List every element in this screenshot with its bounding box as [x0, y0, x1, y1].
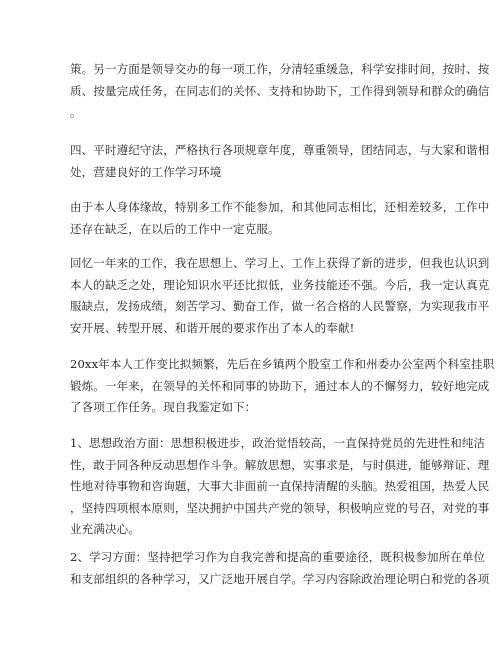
text-line: 2、学习方面：坚持把学习作为自我完善和提高的重要途径，既积极参加所在单位: [70, 550, 486, 564]
text-line: 了各项工作任务。现自我鉴定如下：: [70, 400, 257, 414]
paragraph-1: [70, 59, 490, 124]
text-line: 质、按量完成任务，在同志们的关怀、支持和协助下，工作得到领导和群众的确信: [70, 83, 490, 98]
text-line: 性，敢于同各种反动思想作斗争。解放思想，实事求是，与时俱进，能够辩证、理: [70, 457, 490, 472]
text-line: 和支部组织的各种学习，又广泛地开展自学。学习内容除政治理论明白和党的各项: [70, 571, 490, 586]
text-line: 性地对待事物和咨询题，大事大非面前一直保持清醒的头脑。热爱祖国，热爱人民: [70, 479, 490, 493]
text-line: 策。另一方面是领导交办的每一项工作，分清轻重缓急，科学安排时间，按时、按: [70, 62, 490, 76]
text-line: 。: [70, 105, 82, 119]
text-line: 四、平时遵纪守法，严格执行各项规章年度，尊重领导，团结同志，与大家和谐相: [70, 143, 490, 157]
text-line: 锻炼。一年来，在领导的关怀和同事的协助下，通过本人的不懈努力，较好地完成: [70, 378, 490, 393]
text-line: ，坚持四项根本原则，坚决拥护中国共产党的领导，积极响应党的号召，对党的事: [70, 500, 490, 515]
text-line: 还存在缺乏，在以后的工作中一定克服。: [70, 221, 280, 236]
text-line: 处，营建良好的工作学习环境: [70, 164, 222, 179]
text-line: 本人的缺乏之处，理论知识水平还比拟低，业务技能还不强。今后，我一定认真克: [70, 277, 490, 292]
text-line: 安开展、转型开展、和谐开展的要求作出了本人的奉献!: [70, 320, 355, 335]
paragraph-4: [70, 253, 490, 339]
text-line: 业充满决心。: [70, 522, 140, 536]
text-line: 由于本人身体缘故，特别多工作不能参加，和其他同志相比，还相差较多，工作中: [70, 200, 490, 214]
text-line: 服缺点，发扬成绩，刻苦学习、勤奋工作，做一名合格的人民警察，为实现我市平: [70, 299, 490, 313]
paragraph-2: [70, 140, 490, 183]
text-line: 回忆一年来的工作，我在思想上、学习上、工作上获得了新的进步，但我也认识到: [70, 256, 490, 270]
paragraph-3: [70, 197, 490, 240]
paragraph-7: [70, 547, 490, 590]
paragraph-6: [70, 433, 490, 541]
text-line: 1、思想政治方面：思想积极进步，政治觉悟较高，一直保持党员的先进性和纯洁: [70, 436, 486, 450]
text-line: 20xx年本人工作变比拟频繁，先后在乡镇两个股室工作和州委办公室两个科室挂职: [70, 357, 495, 371]
paragraph-5: [70, 354, 495, 419]
